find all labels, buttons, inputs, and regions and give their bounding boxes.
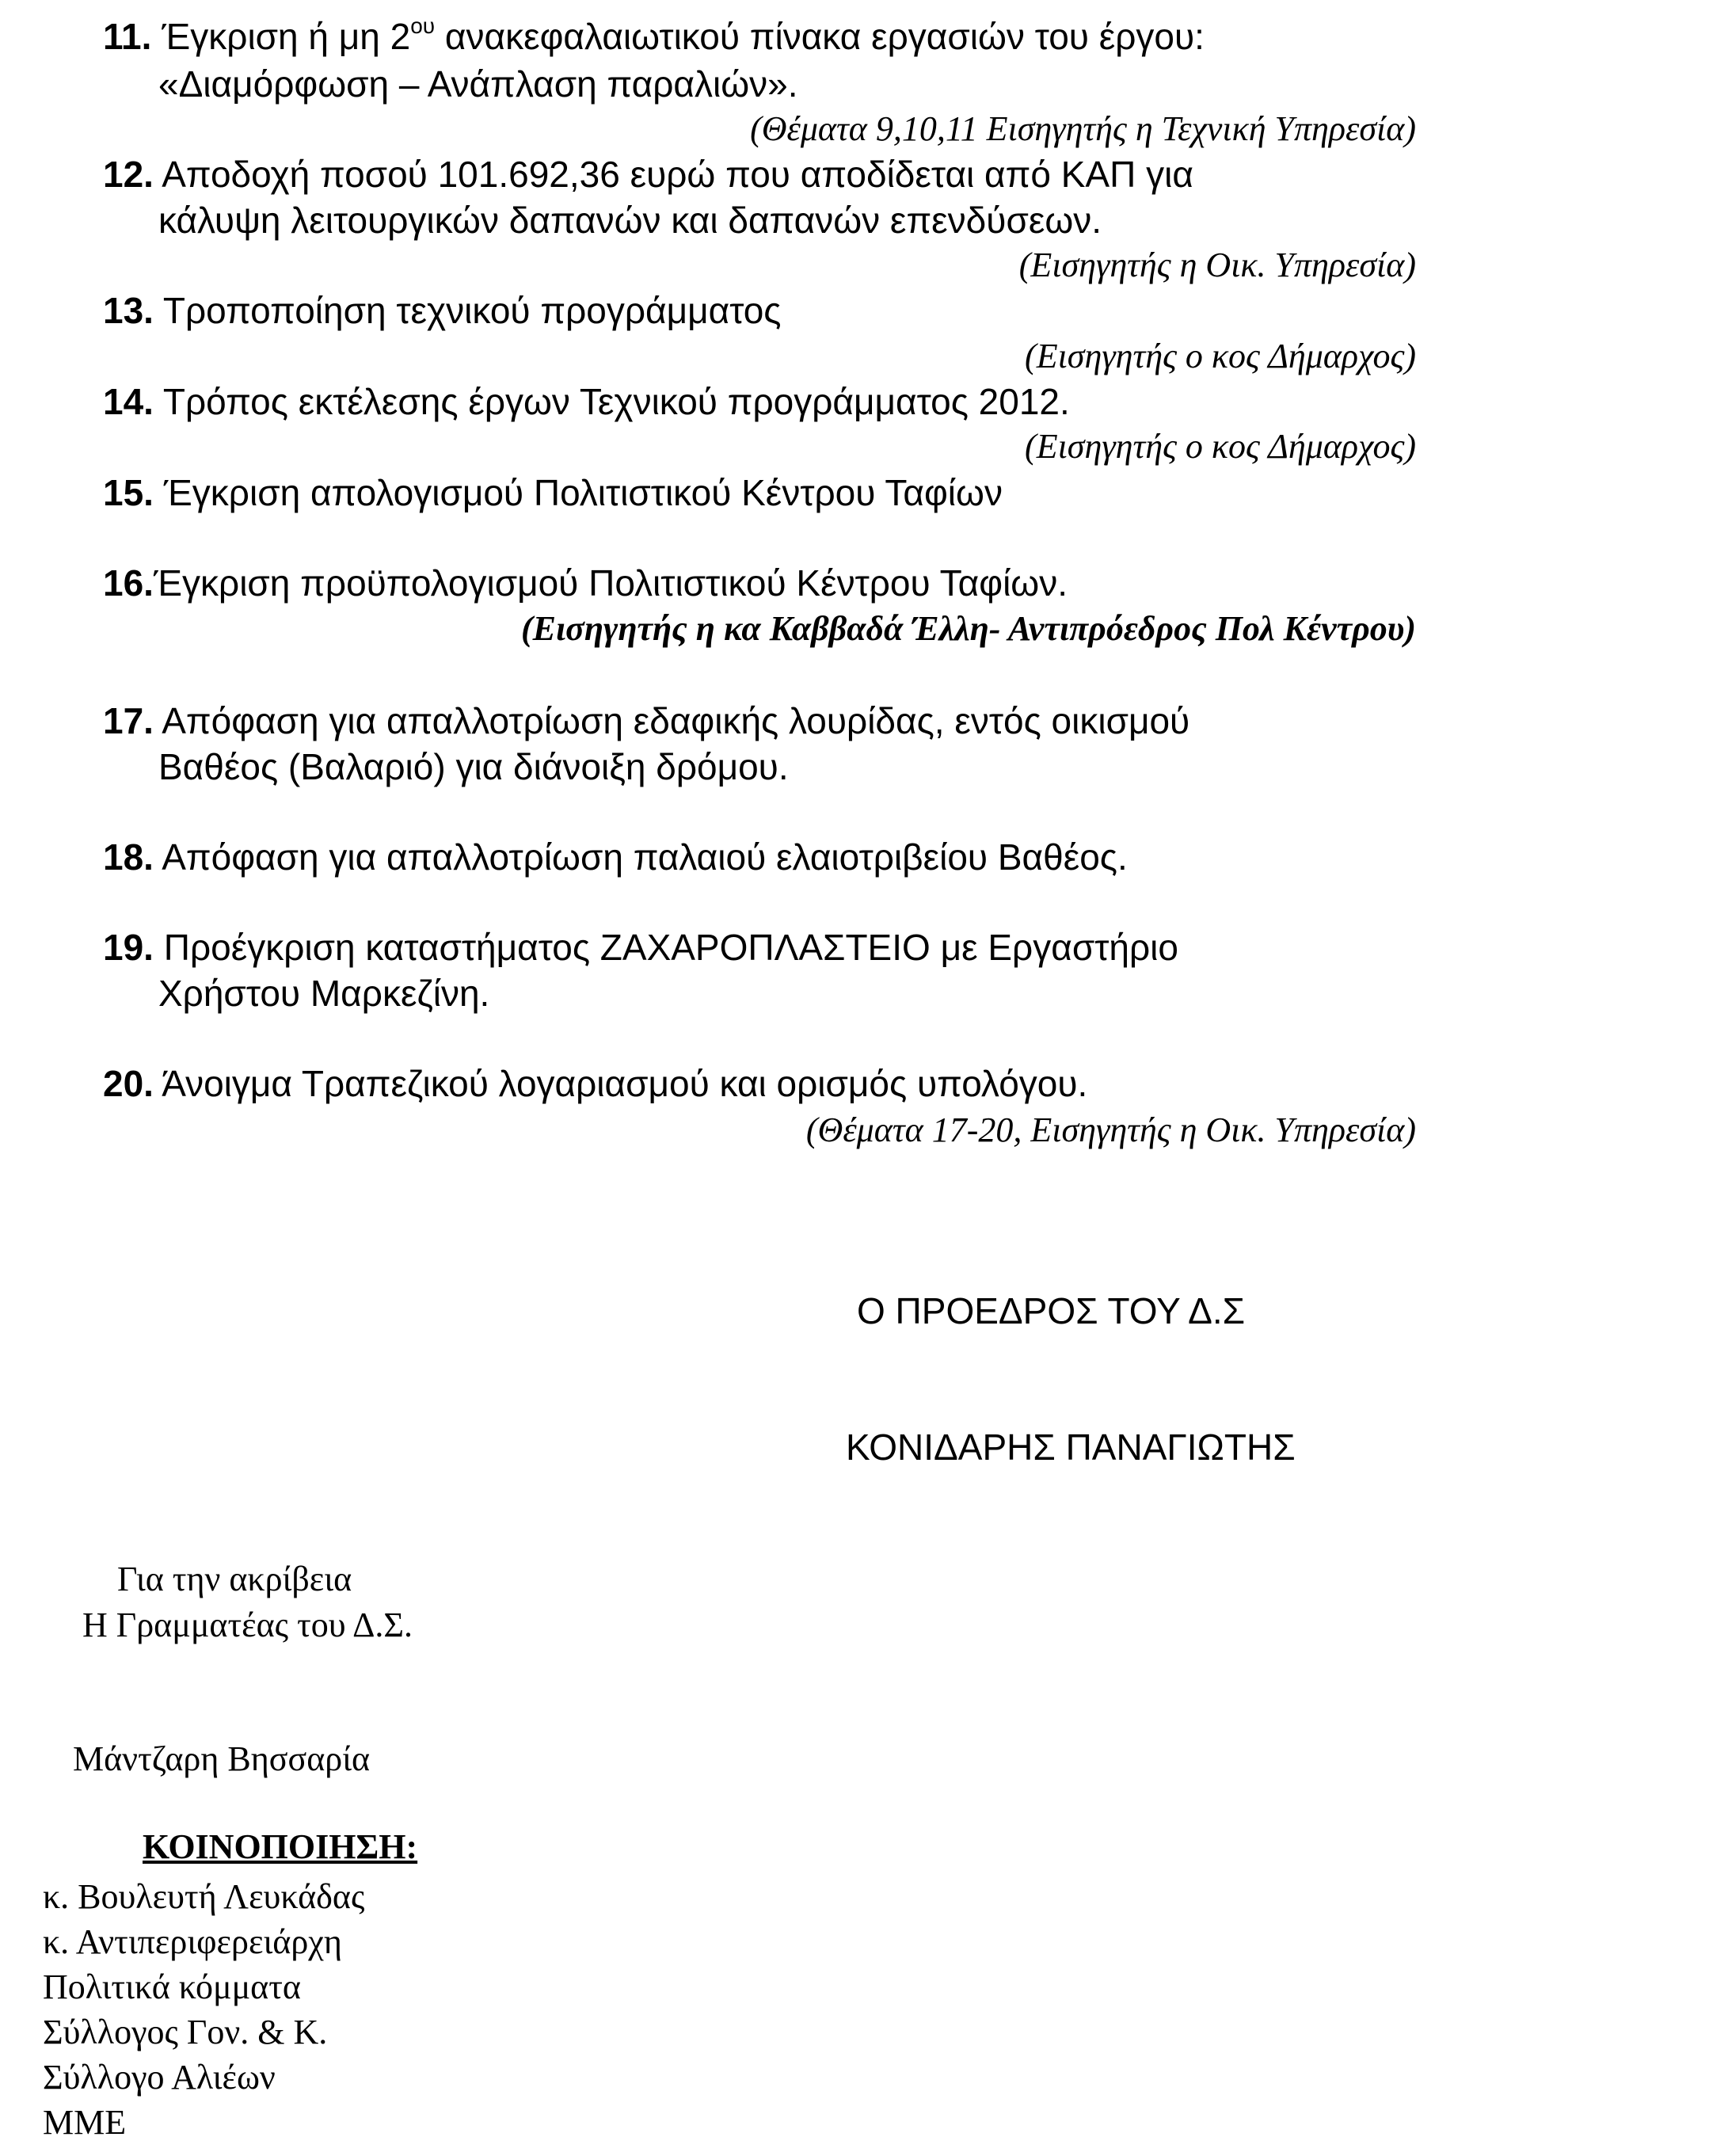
agenda-item-13 <box>103 288 781 333</box>
item-text: Άνοιγμα Τραπεζικού λογαριασμού και ορισμός υπολόγου. <box>153 1063 1088 1104</box>
recipient-item: Πολιτικά κόμματα <box>43 1967 301 2006</box>
item-number: 16. <box>103 562 154 604</box>
recipient-item: κ. Βουλευτή Λευκάδας <box>43 1877 365 1916</box>
item-number: 19. <box>103 927 154 968</box>
item-text: Τροποποίηση τεχνικού προγράμματος <box>153 290 782 331</box>
item-text: Απόφαση για απαλλοτρίωση εδαφικής λουρίδας, εντός οικισμού <box>153 700 1190 741</box>
secretary-name: Μάντζαρη Βησσαρία <box>73 1739 371 1778</box>
agenda-item-20-note: (Θέματα 17-20, Εισηγητής η Οικ. Υπηρεσία) <box>805 1110 1416 1149</box>
agenda-item-15 <box>103 470 1003 515</box>
agenda-item-11-line2: «Διαμόρφωση – Ανάπλαση παραλιών». <box>158 63 798 105</box>
agenda-item-17 <box>103 699 1189 743</box>
notification-title: ΚΟΙΝΟΠΟΙΗΣΗ: <box>143 1827 418 1866</box>
president-name: ΚΟΝΙΔΑΡΗΣ ΠΑΝΑΓΙΩΤΗΣ <box>846 1427 1296 1468</box>
agenda-item-12 <box>103 152 1193 196</box>
item-number: 17. <box>103 700 154 741</box>
agenda-item-14 <box>103 379 1070 424</box>
agenda-item-11-note: (Θέματα 9,10,11 Εισηγητής η Τεχνική Υπηρεσία) <box>750 109 1416 148</box>
item-text-cont: ανακεφαλαιωτικού πίνακα εργασιών του έργου: <box>435 16 1205 57</box>
agenda-item-17-line2: Βαθέος (Βαλαριό) για διάνοιξη δρόμου. <box>158 746 789 787</box>
notification-list <box>43 1874 364 2145</box>
agenda-item-13-note: (Εισηγητής ο κος Δήμαρχος) <box>1025 337 1416 375</box>
item-text: Έγκριση ή μη 2 <box>151 16 411 57</box>
recipient-item: κ. Αντιπεριφερειάρχη <box>43 1922 342 1961</box>
agenda-item-16 <box>103 561 1068 605</box>
item-text: Προέγκριση καταστήματος ΖΑΧΑΡΟΠΛΑΣΤΕΙΟ με Εργαστήριο <box>153 927 1178 968</box>
item-number: 11. <box>103 16 152 57</box>
agenda-item-18 <box>103 835 1128 879</box>
item-number: 18. <box>103 836 154 878</box>
item-number: 15. <box>103 472 154 513</box>
agenda-item-14-note: (Εισηγητής ο κος Δήμαρχος) <box>1025 427 1416 466</box>
ordinal-superscript: ου <box>410 13 436 38</box>
agenda-item-12-line2: κάλυψη λειτουργικών δαπανών και δαπανών επενδύσεων. <box>158 200 1102 241</box>
agenda-item-20 <box>103 1061 1087 1106</box>
item-text: Έγκριση απολογισμού Πολιτιστικού Κέντρου Ταφίων <box>153 472 1003 513</box>
agenda-item-16-note: (Εισηγητής η κα Καββαδά Έλλη- Αντιπρόεδρος Πολ Κέντρου) <box>520 609 1416 648</box>
recipient-item: ΜΜΕ <box>43 2103 127 2142</box>
agenda-item-19-line2: Χρήστου Μαρκεζίνη. <box>158 973 490 1014</box>
agenda-item-19 <box>103 925 1178 969</box>
secretary-title: Η Γραμματέας του Δ.Σ. <box>82 1606 413 1644</box>
agenda-item-12-note: (Εισηγητής η Οικ. Υπηρεσία) <box>1018 246 1416 284</box>
recipient-item: Σύλλογος Γον. & Κ. <box>43 2013 328 2051</box>
item-text: Τρόπος εκτέλεσης έργων Τεχνικού προγράμματος 2012. <box>153 381 1070 422</box>
recipient-item: Σύλλογο Αλιέων <box>43 2058 276 2097</box>
item-text: Απόφαση για απαλλοτρίωση παλαιού ελαιοτριβείου Βαθέος. <box>153 836 1128 878</box>
item-number: 20. <box>103 1063 154 1104</box>
item-number: 14. <box>103 381 154 422</box>
secretary-accuracy-line: Για την ακρίβεια <box>117 1560 352 1598</box>
item-number: 12. <box>103 154 154 195</box>
agenda-item-11 <box>103 14 1205 59</box>
item-text: Έγκριση προϋπολογισμού Πολιτιστικού Κέντρου Ταφίων. <box>153 562 1068 604</box>
item-text: Αποδοχή ποσού 101.692,36 ευρώ που αποδίδεται από ΚΑΠ για <box>153 154 1193 195</box>
item-number: 13. <box>103 290 154 331</box>
president-title: Ο ΠΡΟΕΔΡΟΣ ΤΟΥ Δ.Σ <box>857 1290 1246 1331</box>
